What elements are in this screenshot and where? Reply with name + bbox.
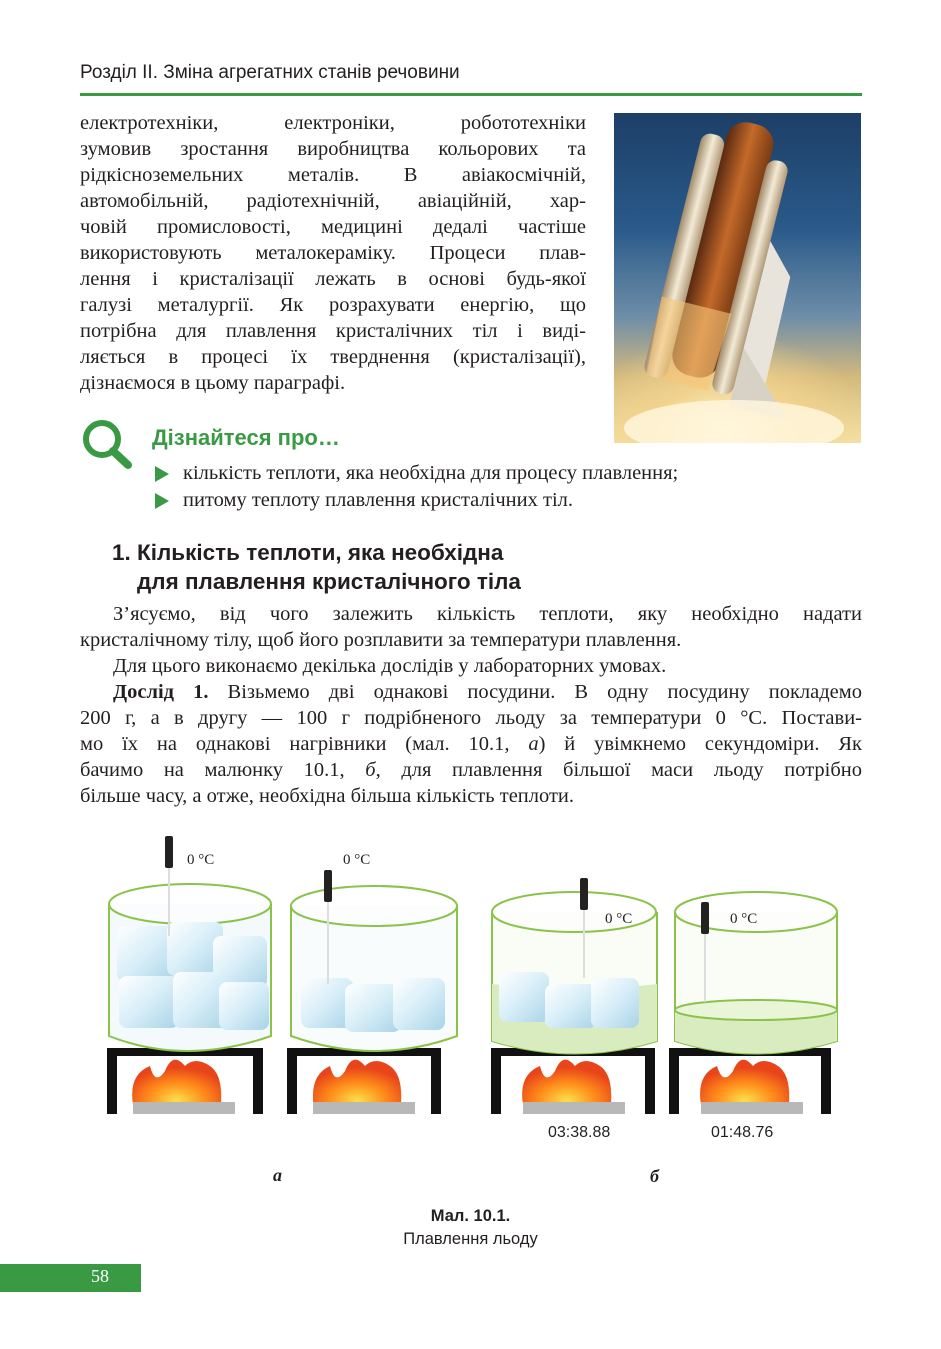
setup-a-large xyxy=(107,836,271,1114)
temperature-label: 0 °С xyxy=(343,852,371,868)
subfigure-label-a: а xyxy=(273,1165,282,1185)
body-line xyxy=(80,757,862,783)
page-header xyxy=(80,58,862,96)
body-line: 200 г, а в другу — 100 г подрібненого льоду за температури 0 °С. Постави- xyxy=(80,707,862,729)
section-heading-line2: для плавлення кристалічного тіла xyxy=(137,569,521,594)
body-text-span: бачимо на малюнку 10.1, xyxy=(80,759,366,781)
intro-line: зумовив зростання виробництва кольорових та xyxy=(80,138,586,160)
intro-paragraph xyxy=(80,110,586,396)
intro-line: використовують металокераміку. Процеси плав- xyxy=(80,242,586,264)
figure-caption-number: Мал. 10.1. xyxy=(430,1207,511,1225)
body-line: Для цього виконаємо декілька дослідів у лабораторних умовах. xyxy=(113,655,667,677)
list-item xyxy=(152,460,678,487)
magnifier-icon xyxy=(80,418,136,470)
bullet-triangle-icon xyxy=(155,493,169,509)
body-text-span: Візьмемо дві однакові посудини. В одну посудину покладемо xyxy=(208,681,862,703)
body-line xyxy=(80,679,862,705)
list-item xyxy=(152,487,678,514)
list-item-text: кількість теплоти, яка необхідна для процесу плавлення; xyxy=(183,462,679,484)
stopwatch-reading: 01:48.76 xyxy=(711,1124,774,1141)
page-number: 58 xyxy=(91,1266,109,1286)
list-item-text: питому теплоту плавлення кристалічних тіл. xyxy=(183,489,574,511)
body-line: З’ясуємо, від чого залежить кількість теплоти, яку необхідно надати xyxy=(113,603,862,625)
section-heading xyxy=(112,538,521,596)
stopwatch-reading: 03:38.88 xyxy=(548,1124,611,1141)
figure-ref-a: а xyxy=(528,733,539,755)
intro-line: лення і кристалізації лежать в основі будь-якої xyxy=(80,268,586,290)
bullet-triangle-icon xyxy=(155,466,169,482)
space-shuttle-launch-photo xyxy=(614,113,861,443)
figure-caption-text: Плавлення льоду xyxy=(403,1230,538,1248)
intro-line: електротехніки, електроніки, робототехніки xyxy=(80,112,586,134)
ice-melting-illustration xyxy=(95,826,855,1156)
intro-line: ляється в процесі їх тверднення (кристалізації), xyxy=(80,346,586,368)
temperature-label: 0 °С xyxy=(187,852,215,868)
intro-line: автомобільній, радіотехнічній, авіаційній, хар- xyxy=(80,190,586,212)
body-text-span: ) й увімкнемо секундоміри. Як xyxy=(538,733,862,755)
body-text-span: мо їх на однакові нагрівники (мал. 10.1, xyxy=(80,733,529,755)
section-heading-line1: 1. Кількість теплоти, яка необхідна xyxy=(112,540,504,565)
body-line xyxy=(80,731,862,757)
intro-line: дізнаємося в цьому параграфі. xyxy=(80,372,346,394)
body-paragraphs xyxy=(80,601,862,809)
learn-list xyxy=(152,460,678,514)
body-line: кристалічному тілу, щоб його розплавити за температури плавлення. xyxy=(80,629,682,651)
intro-line: човій промисловості, медицині дедалі частіше xyxy=(80,216,586,238)
chapter-title: Розділ II. Зміна агрегатних станів речовини xyxy=(80,62,460,83)
ice-melting-figure xyxy=(95,826,855,1156)
experiment-label: Дослід 1. xyxy=(113,681,209,703)
temperature-label: 0 °С xyxy=(730,911,758,927)
subfigure-label-b: б xyxy=(650,1166,659,1186)
intro-line: галузі металургії. Як розрахувати енергію, що xyxy=(80,294,586,316)
body-text-span: , для плавлення більшої маси льоду потрібно xyxy=(375,759,862,781)
learn-heading: Дізнайтеся про… xyxy=(152,425,340,450)
intro-line: рідкісноземельних металів. В авіакосмічній, xyxy=(80,164,586,186)
intro-line: потрібна для плавлення кристалічних тіл і виді- xyxy=(80,320,586,342)
page-number-box xyxy=(0,1264,141,1292)
body-line: більше часу, а отже, необхідна більша кількість теплоти. xyxy=(80,785,575,807)
setup-a-small xyxy=(287,870,457,1114)
temperature-label: 0 °С xyxy=(605,911,633,927)
figure-ref-b: б xyxy=(365,759,376,781)
